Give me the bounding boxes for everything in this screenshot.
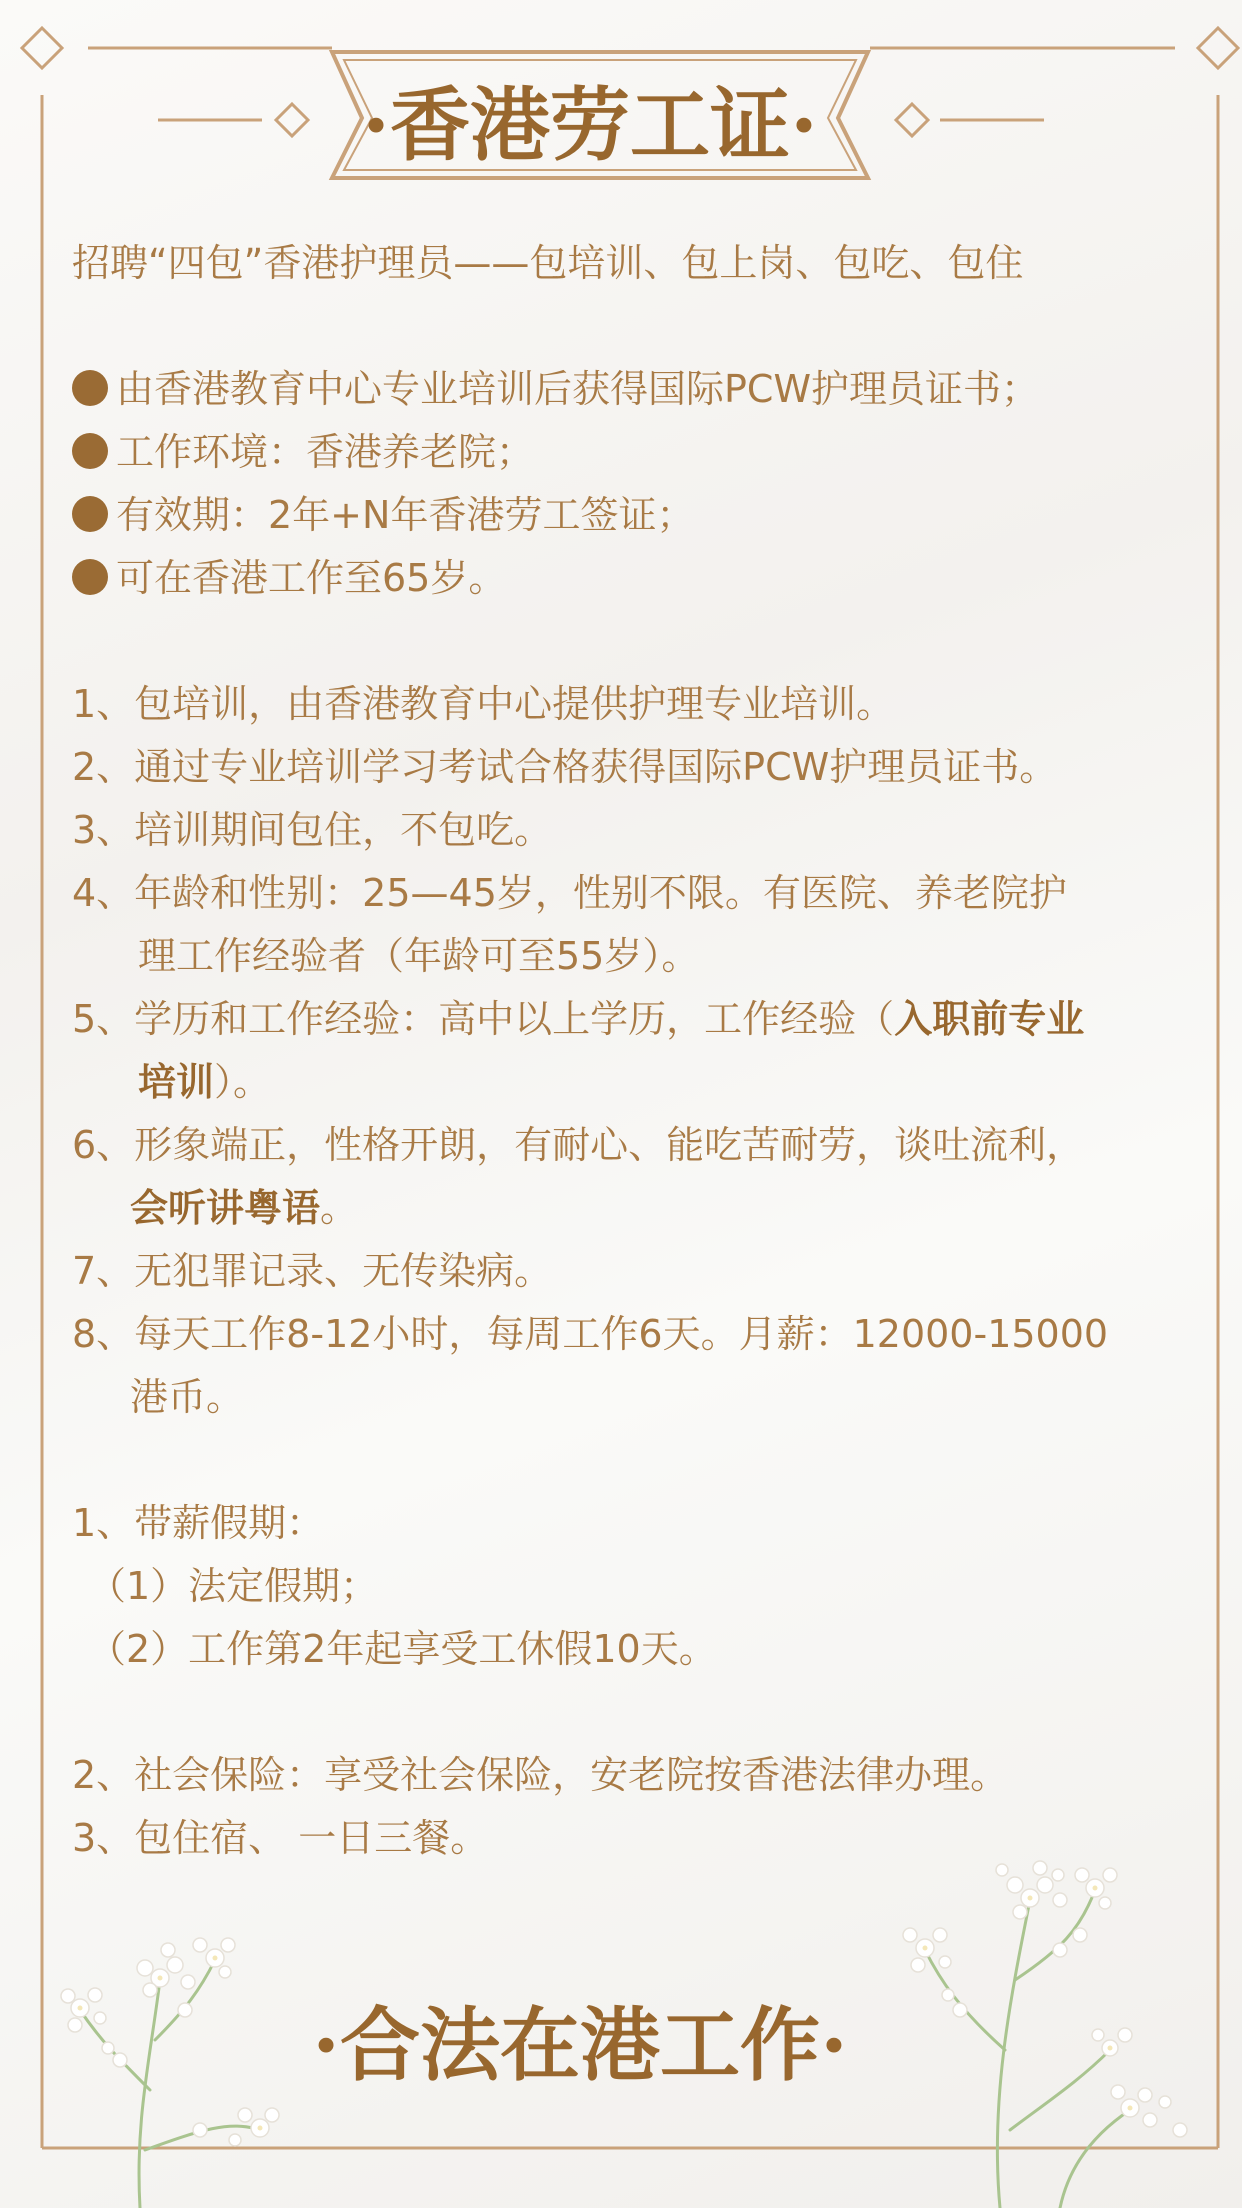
benefit-item: 2、社会保险：享受社会保险，安老院按香港法律办理。 <box>72 1753 1009 1797</box>
requirement-item: 8、每天工作8-12小时，每周工作6天。月薪：12000-15000 <box>72 1312 1109 1356</box>
requirement-continuation: 理工作经验者（年龄可至55岁）。 <box>138 934 700 978</box>
emphasis-text: 入职前专业 <box>894 997 1085 1041</box>
requirement-continuation: 会听讲粤语。 <box>130 1186 359 1230</box>
requirement-item: 6、形象端正，性格开朗，有耐心、能吃苦耐劳，谈吐流利， <box>72 1123 1085 1167</box>
bullet-item: 可在香港工作至65岁。 <box>72 547 1192 610</box>
benefit-subitem: （1）法定假期； <box>88 1564 379 1608</box>
requirement-item: 1、包培训，由香港教育中心提供护理专业培训。 <box>72 682 895 726</box>
emphasis-text: 培训 <box>138 1060 215 1104</box>
requirement-continuation: 培训）。 <box>138 1060 272 1104</box>
bullet-item: 有效期：2年+N年香港劳工签证； <box>72 484 1192 547</box>
bullet-item: 工作环境：香港养老院； <box>72 421 1192 484</box>
requirement-continuation: 港币。 <box>130 1375 245 1419</box>
requirement-item: 3、培训期间包住，不包吃。 <box>72 808 553 852</box>
footer-slogan: ·合法在港工作· <box>312 1998 848 2092</box>
benefit-subitem: （2）工作第2年起享受工休假10天。 <box>88 1627 717 1671</box>
bullet-item: 由香港教育中心专业培训后获得国际PCW护理员证书； <box>72 358 1192 421</box>
requirement-item: 7、无犯罪记录、无传染病。 <box>72 1249 553 1293</box>
intro-text: 招聘“四包”香港护理员——包培训、包上岗、包吃、包住 <box>72 241 1024 285</box>
benefit-item: 1、带薪假期： <box>72 1501 325 1545</box>
page-title: ·香港劳工证· <box>362 78 818 172</box>
emphasis-text: 会听讲粤语 <box>130 1186 321 1230</box>
requirement-item: 2、通过专业培训学习考试合格获得国际PCW护理员证书。 <box>72 745 1058 789</box>
benefit-item: 3、包住宿、 一日三餐。 <box>72 1816 489 1860</box>
requirement-item: 4、年龄和性别：25—45岁，性别不限。有医院、养老院护 <box>72 871 1067 915</box>
requirement-item: 5、学历和工作经验：高中以上学历，工作经验（入职前专业 <box>72 997 1085 1041</box>
